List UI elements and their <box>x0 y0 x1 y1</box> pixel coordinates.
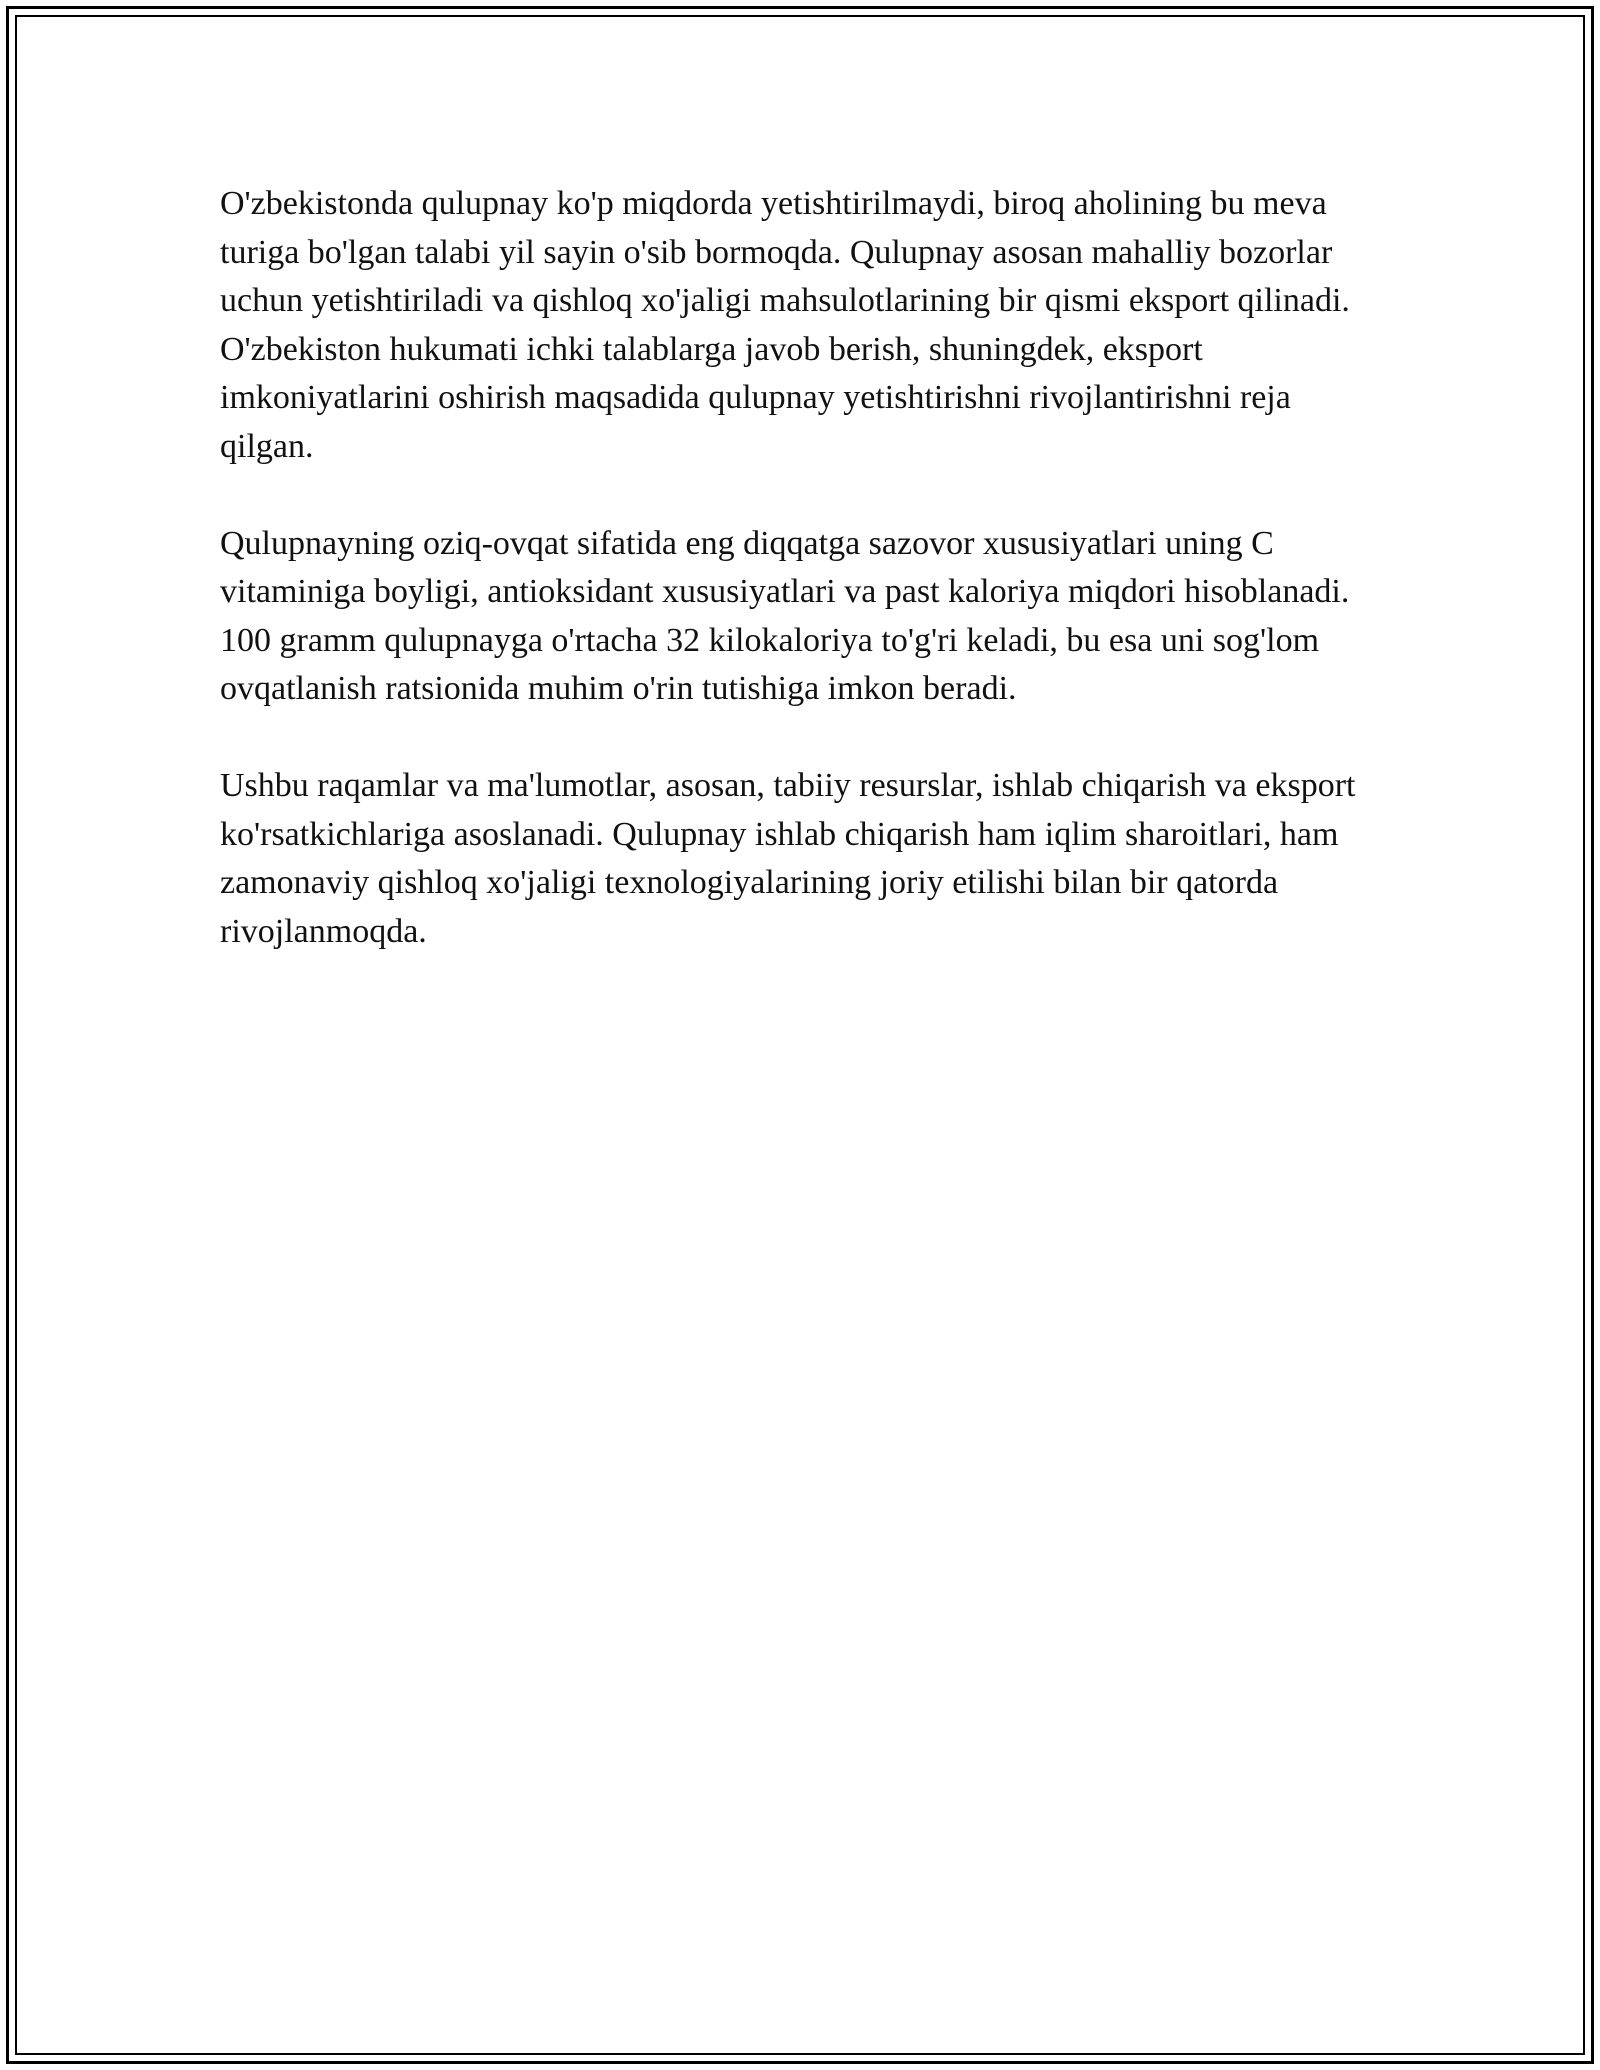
paragraph-1: O'zbekistonda qulupnay ko'p miqdorda yetishtirilmaydi, biroq aholining bu meva turiga bo'lgan talabi yil sayin o'sib bormoqda. Qulupnay asosan mahalliy bozorlar uchun yetishtiriladi va qishloq xo'jaligi mahsulotlarining bir qismi eksport qilinadi. O'zbekiston hukumati ichki talablarga javob berish, shuningdek, eksport imkoniyatlarini oshirish maqsadida qulupnay yetishtirishni rivojlantirishni reja qilgan. <box>220 185 1350 465</box>
paragraph-3: Ushbu raqamlar va ma'lumotlar, asosan, tabiiy resurslar, ishlab chiqarish va eksport ko'rsatkichlariga asoslanadi. Qulupnay ishlab chiqarish ham iqlim sharoitlari, ham zamonaviy qishloq xo'jaligi texnologiyalarining joriy etilishi bilan bir qatorda rivojlanmoqda. <box>220 767 1356 950</box>
document-body <box>220 180 1370 1005</box>
paragraph-2: Qulupnayning oziq-ovqat sifatida eng diqqatga sazovor xususiyatlari uning C vitaminiga boyligi, antioksidant xususiyatlari va past kaloriya miqdori hisoblanadi. 100 gramm qulupnayga o'rtacha 32 kilokaloriya to'g'ri keladi, bu esa uni sog'lom ovqatlanish ratsionida muhim o'rin tutishiga imkon beradi. <box>220 524 1350 707</box>
